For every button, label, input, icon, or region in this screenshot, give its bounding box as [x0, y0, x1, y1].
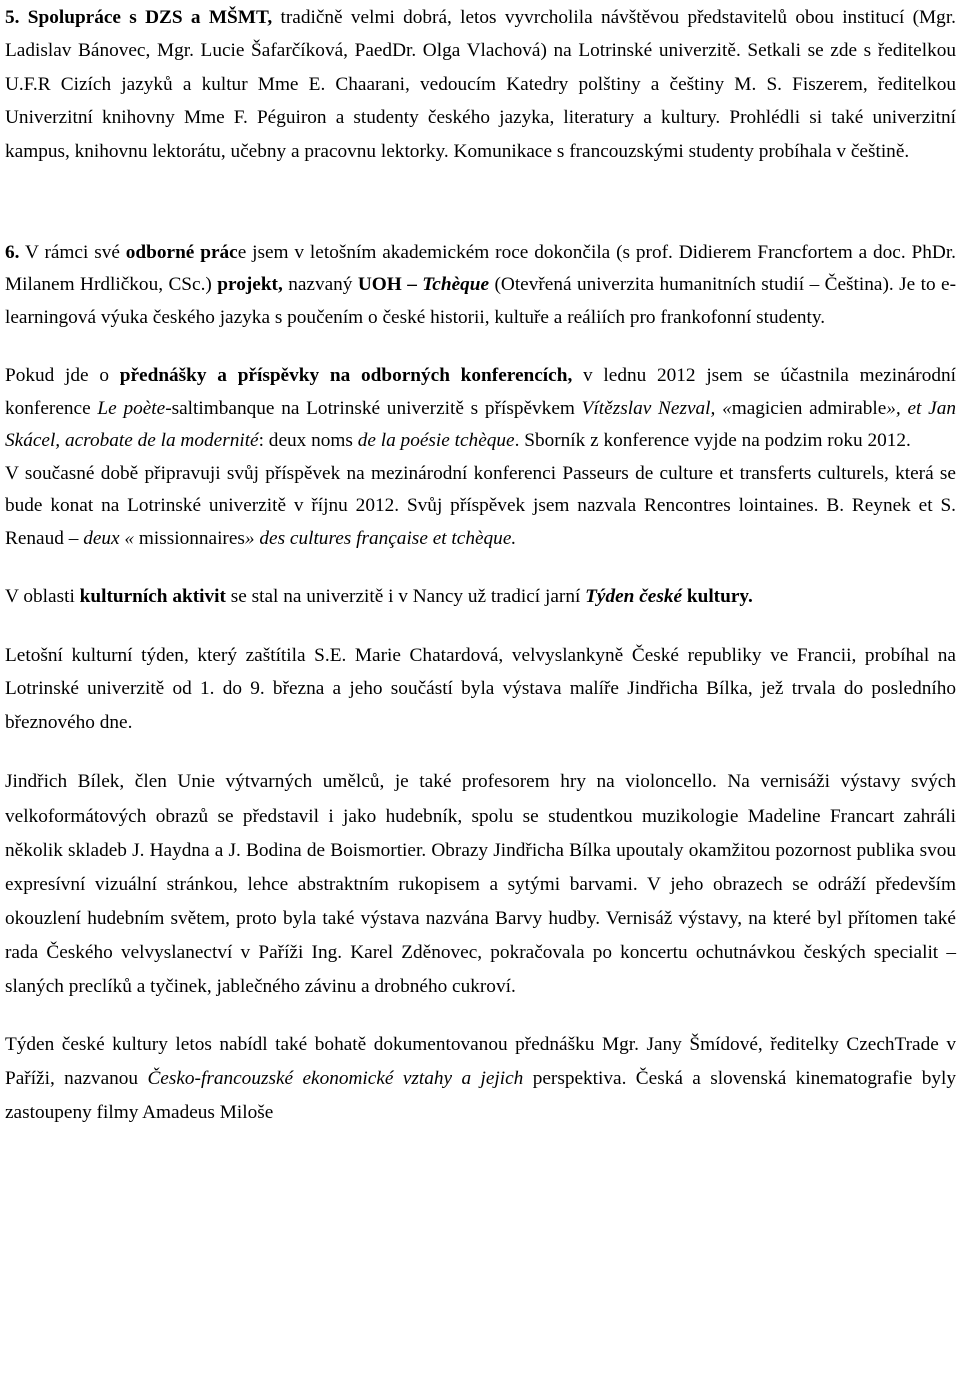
text-run: Týden české kultury letos nabídl také bohatě dokumentovanou přednášku Mgr. Jany Šmídové, ředitelky CzechTrade v Paříži, nazvanou	[5, 1034, 956, 1090]
text-run: V oblasti	[5, 586, 80, 608]
paragraph-section-6	[5, 237, 956, 334]
document-page	[5, 0, 956, 1130]
bold-run: kulturních aktivit	[79, 586, 226, 608]
text-run: (Otevřená univerzita humanitních studií – Čeština). Je to e-learningová výuka českého jazyka s poučením o české historii, kultuře a reáliích pro frankofonní studenty.	[5, 274, 956, 328]
text-run: magicien admirable	[731, 397, 887, 419]
italic-run: de la poésie tchèque	[357, 430, 515, 452]
italic-run: », et Jan Skácel, acrobate de la modernité	[5, 397, 956, 452]
italic-run: deux «	[83, 527, 135, 549]
text-run: -saltimbanque na Lotrinské univerzitě s příspěvkem	[165, 397, 582, 419]
paragraph-culture	[5, 580, 956, 614]
bold-run: projekt,	[217, 274, 283, 296]
text-run: V současné době připravuji svůj příspěvek na mezinárodní konferenci Passeurs de culture et transferts culturels, která se bude konat na Lotrinské univerzitě v říjnu 2012. Svůj příspěvek jsem nazvala Rencontres lointaines. B. Reynek et S. Renaud –	[5, 462, 956, 549]
text-run: Pokud jde o	[5, 364, 120, 386]
text-run: V rámci své	[19, 242, 126, 264]
text-run: missionnaires	[134, 527, 245, 549]
bold-run: přednášky a příspěvky na odborných konferencích,	[119, 364, 573, 386]
paragraph-text: Letošní kulturní týden, který zaštítila S.E. Marie Chatardová, velvyslankyně České republiky ve Francii, probíhal na Lotrinské univerzitě od 1. do 9. března a jeho součástí byla výstava malíře Jindřicha Bílka, jež trvala do posledního březnového dne.	[5, 644, 956, 733]
section-number: 5.	[5, 7, 20, 28]
italic-run: Česko-francouzské ekonomické vztahy a jejich	[147, 1068, 524, 1090]
paragraph-text: Jindřich Bílek, člen Unie výtvarných umělců, je také profesorem hry na violoncello. Na vernisáži výstavy svých velkoformátových obrazů se představil i jako hudebník, spolu se studentkou muzikologie Madeline Francart zahráli několik skladeb J. Haydna a J. Bodina de Boismortier. Obrazy Jindřicha Bílka upoutaly okamžitou pozornost publika svou expresívní vizuální stránkou, lehce abstraktním rukopisem a sytými barvami. V jeho obrazech se odráží především okouzlení hudebním světem, proto byla také výstava nazvána Barvy hudby. Vernisáž výstavy, na které byl přítomen také rada Českého velvyslanectví v Paříži Ing. Karel Zděnovec, pokračovala po koncertu ochutnávkou českých specialit – slaných preclíků a tyčinek, jablečného závinu a drobného cukroví.	[5, 771, 956, 998]
bold-italic-run: Tchèque	[422, 274, 490, 296]
text-run: v lednu 2012 jsem se účastnila mezinárodní konference	[5, 364, 956, 419]
italic-run: Le poète	[97, 397, 166, 419]
paragraph-section-5	[5, 1, 956, 168]
bold-run: odborné prác	[125, 242, 238, 264]
text-run: : deux noms	[258, 430, 358, 452]
text-run: e jsem v letošním akademickém roce dokončila (s prof. Didierem Francfortem a doc. PhDr. Milanem Hrdličkou, CSc.)	[5, 242, 956, 296]
paragraph-culture-week	[5, 639, 956, 740]
paragraph-bilek	[5, 765, 956, 1004]
paragraph-lecture	[5, 1028, 956, 1130]
section-number: 6.	[5, 242, 20, 264]
bold-run: kultury.	[682, 586, 753, 608]
paragraph-conferences	[5, 360, 956, 458]
text-run: . Sborník z konference vyjde na podzim roku 2012.	[514, 430, 911, 452]
italic-run: » des cultures française et tchèque.	[244, 527, 517, 549]
bold-run: UOH –	[357, 274, 423, 296]
paragraph-conferences-2	[5, 458, 956, 556]
bold-italic-run: Týden české	[585, 586, 683, 608]
text-run: se stal na univerzitě i v Nancy už tradicí jarní	[225, 586, 586, 608]
text-run: nazvaný	[282, 274, 358, 296]
text-run: perspektiva. Česká a slovenská kinematografie byly zastoupeny filmy Amadeus Miloše	[5, 1068, 957, 1124]
section-title: Spolupráce s DZS a MŠMT,	[27, 7, 273, 28]
italic-run: Vítězslav Nezval, «	[581, 397, 732, 419]
paragraph-text: tradičně velmi dobrá, letos vyvrcholila návštěvou představitelů obou institucí (Mgr. Ladislav Bánovec, Mgr. Lucie Šafarčíková, PaedDr. Olga Vlachová) na Lotrinské univerzitě. Setkali se zde s ředitelkou U.F.R Cizích jazyků a kultur Mme E. Chaarani, vedoucím Katedry polštiny a češtiny M. S. Fiszerem, ředitelkou Univerzitní knihovny Mme F. Péguiron a studenty českého jazyka, literatury a kultury. Prohlédli si také univerzitní kampus, knihovnu lektorátu, učebny a pracovnu lektorky. Komunikace s francouzskými studenty probíhala v češtině.	[5, 7, 957, 162]
